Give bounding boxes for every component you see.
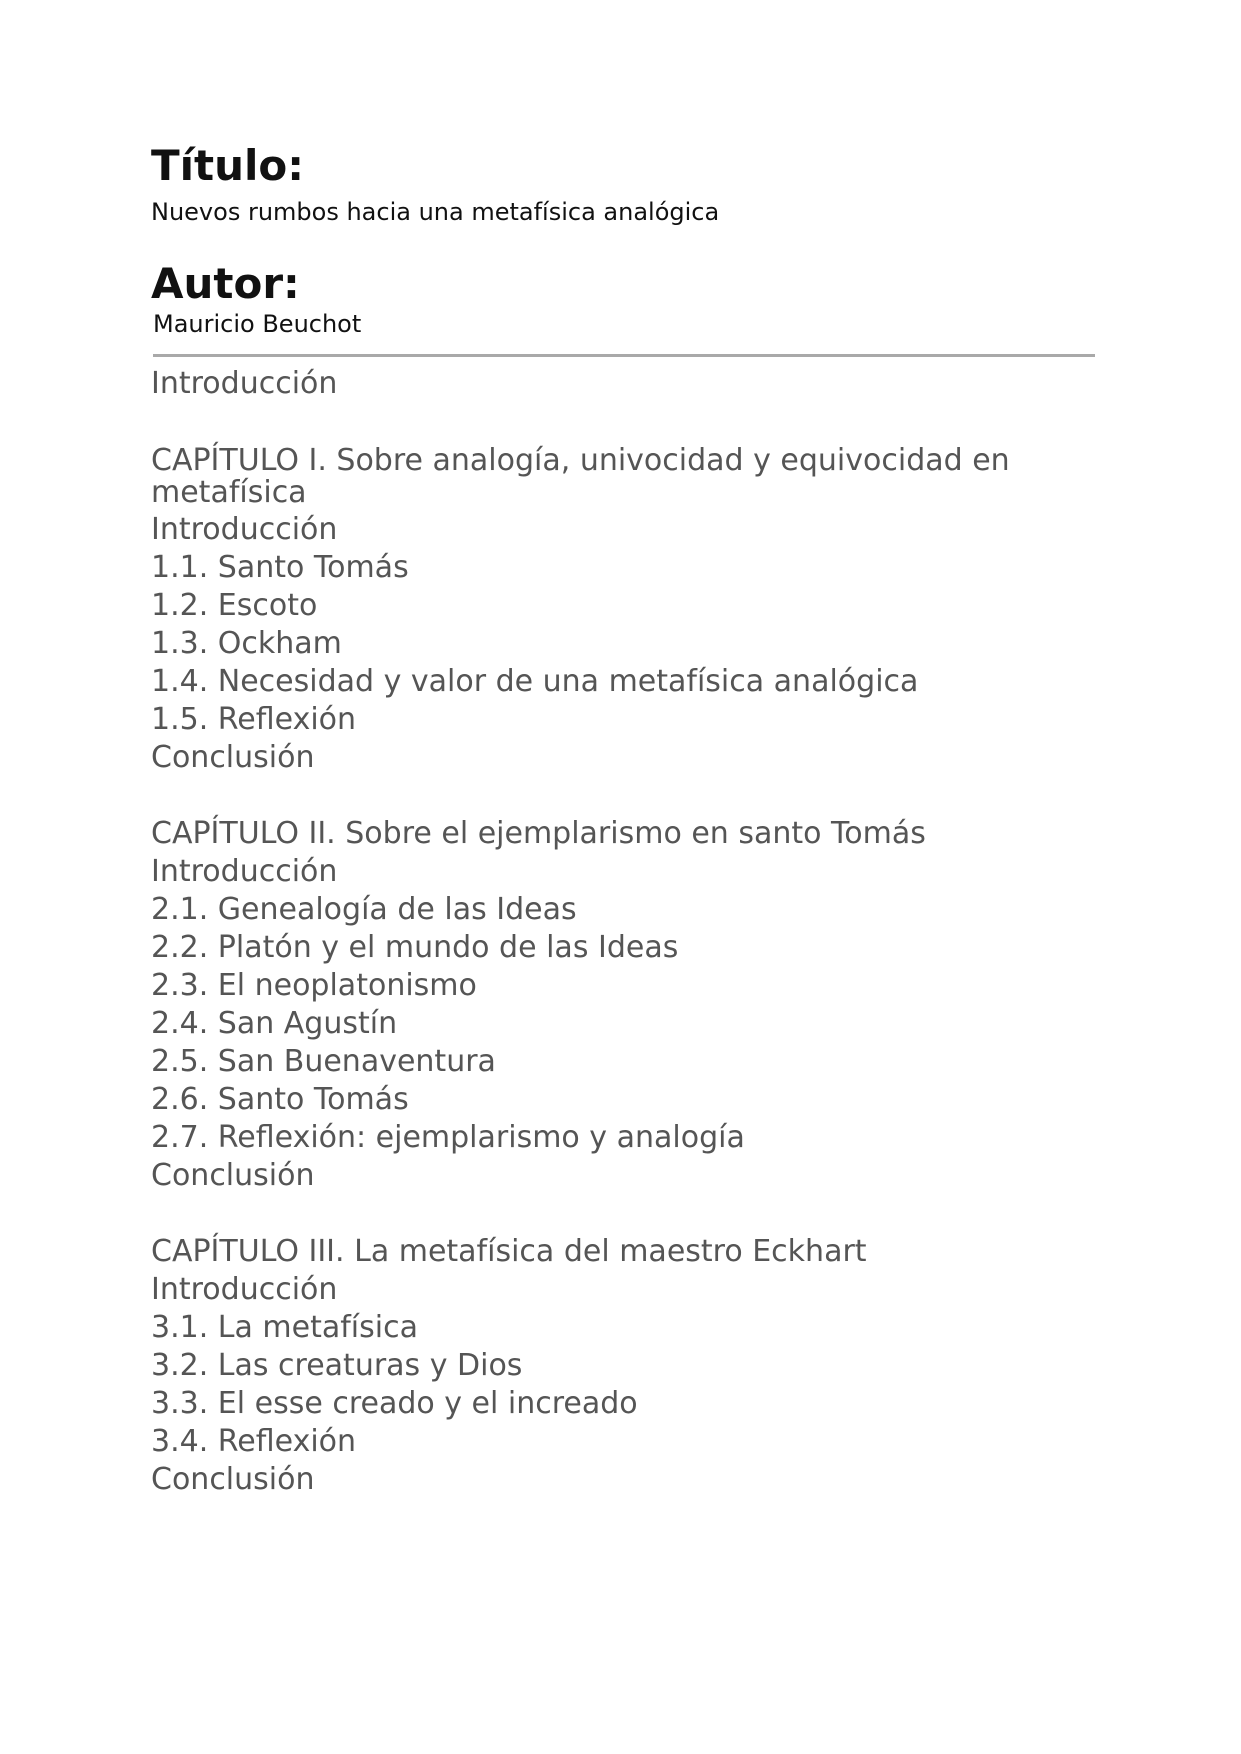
author-label: Autor: (151, 259, 300, 308)
chapter-2 (151, 815, 1101, 1195)
table-of-contents (151, 365, 1101, 1499)
author-name: Mauricio Beuchot (153, 310, 362, 338)
toc-item: 2.5. San Buenaventura (151, 1044, 496, 1079)
toc-intro: Introducción (151, 366, 338, 401)
chapter-heading: CAPÍTULO II. Sobre el ejemplarismo en santo Tomás (151, 816, 926, 851)
toc-item: 1.3. Ockham (151, 626, 342, 661)
chapter-heading: CAPÍTULO I. Sobre analogía, univocidad y equivocidad en metafísica (151, 443, 1010, 510)
toc-item: 3.3. El esse creado y el increado (151, 1386, 638, 1421)
toc-item: 3.2. Las creaturas y Dios (151, 1348, 523, 1383)
toc-item: Conclusión (151, 740, 315, 775)
toc-item: 1.5. Reflexión (151, 702, 357, 737)
toc-item: Introducción (151, 854, 338, 889)
chapter-heading: CAPÍTULO III. La metafísica del maestro Eckhart (151, 1234, 867, 1269)
toc-item: 2.6. Santo Tomás (151, 1082, 409, 1117)
chapter-3 (151, 1233, 1101, 1499)
toc-item: Introducción (151, 512, 338, 547)
toc-item: 3.4. Reflexión (151, 1424, 357, 1459)
toc-item: 2.3. El neoplatonismo (151, 968, 477, 1003)
toc-item: 1.4. Necesidad y valor de una metafísica analógica (151, 664, 919, 699)
toc-item: Conclusión (151, 1158, 315, 1193)
chapter-1 (151, 441, 1101, 777)
section-divider (153, 354, 1095, 357)
toc-item: Conclusión (151, 1462, 315, 1497)
document-page (151, 140, 1101, 1499)
toc-item: 1.1. Santo Tomás (151, 550, 409, 585)
title-label: Título: (151, 141, 305, 190)
book-title: Nuevos rumbos hacia una metafísica analógica (151, 198, 720, 226)
toc-item: 2.2. Platón y el mundo de las Ideas (151, 930, 679, 965)
toc-item: Introducción (151, 1272, 338, 1307)
toc-item: 2.4. San Agustín (151, 1006, 398, 1041)
toc-item: 3.1. La metafísica (151, 1310, 418, 1345)
toc-item: 1.2. Escoto (151, 588, 318, 623)
toc-item: 2.7. Reflexión: ejemplarismo y analogía (151, 1120, 745, 1155)
toc-item: 2.1. Genealogía de las Ideas (151, 892, 577, 927)
